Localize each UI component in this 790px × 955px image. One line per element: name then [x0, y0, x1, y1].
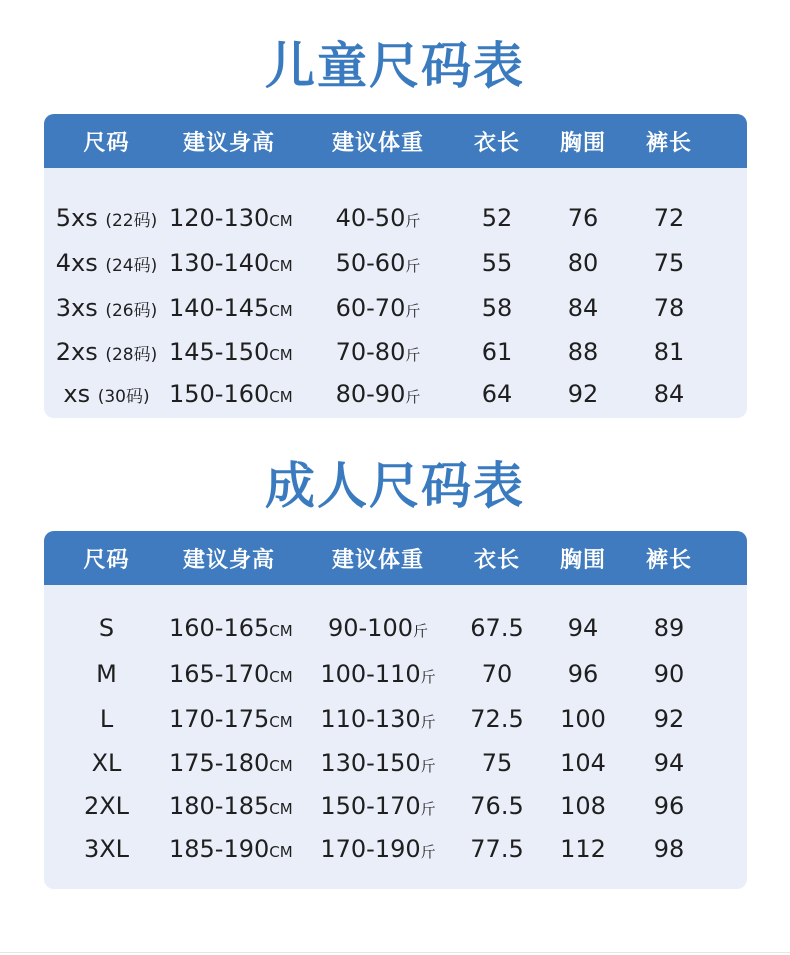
size-cell — [44, 835, 169, 863]
size-code: (24码) — [105, 255, 158, 276]
table-row — [44, 784, 747, 827]
height-range: 185-190 — [169, 834, 270, 863]
pants-cell: 96 — [653, 791, 685, 820]
size-label: 2XL — [83, 791, 130, 820]
weight-range: 40-50 — [335, 204, 406, 232]
header-length: 衣长 — [473, 130, 520, 156]
height-range: 175-180 — [169, 748, 270, 777]
height-unit: CM — [269, 256, 293, 275]
height-range: 120-130 — [169, 204, 270, 232]
length-cell: 67.5 — [470, 614, 524, 642]
adult-table-header — [44, 531, 747, 585]
weight-range: 150-170 — [320, 791, 421, 820]
height-cell — [169, 659, 293, 688]
table-row — [44, 605, 747, 651]
height-cell — [169, 704, 293, 733]
kids-table-header — [44, 114, 747, 168]
height-range: 180-185 — [169, 791, 270, 820]
height-cell — [169, 614, 293, 642]
chest-cell: 80 — [567, 248, 599, 277]
adult-size-table — [44, 531, 747, 889]
height-unit: CM — [269, 212, 293, 230]
adult-table-body — [44, 585, 747, 870]
header-weight: 建议体重 — [331, 547, 424, 573]
weight-cell — [289, 338, 467, 366]
size-label: 4xs — [55, 248, 98, 277]
length-cell: 52 — [481, 204, 513, 232]
weight-range: 100-110 — [320, 659, 421, 688]
header-height: 建议身高 — [182, 547, 275, 573]
weight-unit: 斤 — [420, 842, 436, 861]
pants-cell: 94 — [653, 748, 685, 777]
table-row — [44, 827, 747, 870]
pants-cell: 84 — [653, 379, 685, 408]
height-range: 140-145 — [169, 293, 270, 322]
height-unit: CM — [269, 842, 293, 861]
weight-unit: 斤 — [420, 667, 436, 686]
table-row — [44, 330, 747, 373]
size-cell — [44, 249, 169, 277]
size-code: (30码) — [97, 386, 150, 407]
pants-cell: 89 — [653, 614, 685, 642]
table-row — [44, 196, 747, 240]
table-row — [44, 696, 747, 741]
height-cell — [169, 204, 293, 232]
weight-range: 50-60 — [335, 248, 406, 277]
header-chest: 胸围 — [559, 130, 606, 156]
size-label: XL — [91, 748, 122, 777]
chest-cell: 100 — [560, 704, 606, 733]
size-cell — [44, 338, 169, 366]
size-label: 3xs — [55, 293, 98, 322]
height-range: 160-165 — [169, 614, 270, 642]
weight-cell — [289, 749, 467, 777]
kids-size-table — [44, 114, 747, 418]
header-chest: 胸围 — [559, 547, 606, 573]
size-cell — [44, 204, 169, 232]
header-weight: 建议体重 — [331, 130, 424, 156]
weight-range: 110-130 — [320, 704, 421, 733]
height-unit: CM — [269, 712, 293, 731]
weight-cell — [289, 614, 467, 642]
chest-cell: 108 — [560, 791, 606, 820]
size-label: 2xs — [55, 337, 98, 366]
weight-unit: 斤 — [413, 622, 429, 640]
header-length: 衣长 — [473, 547, 520, 573]
size-label: xs — [63, 379, 91, 408]
height-unit: CM — [269, 345, 293, 364]
chest-cell: 92 — [567, 379, 599, 408]
weight-range: 90-100 — [327, 614, 413, 642]
height-cell — [169, 337, 293, 366]
table-row — [44, 240, 747, 285]
height-cell — [169, 791, 293, 820]
chest-cell: 84 — [567, 293, 599, 322]
size-code: (28码) — [105, 344, 158, 365]
height-cell — [169, 834, 293, 863]
weight-cell — [289, 249, 467, 277]
weight-cell — [289, 204, 467, 232]
weight-cell — [289, 835, 467, 863]
chest-cell: 76 — [567, 204, 599, 232]
size-cell — [44, 792, 169, 820]
height-cell — [169, 379, 293, 408]
height-unit: CM — [269, 622, 293, 640]
weight-range: 70-80 — [335, 337, 406, 366]
length-cell: 72.5 — [470, 704, 524, 733]
size-cell — [44, 380, 169, 408]
weight-range: 60-70 — [335, 293, 406, 322]
height-cell — [169, 293, 293, 322]
height-unit: CM — [269, 799, 293, 818]
size-code: (22码) — [105, 211, 158, 231]
length-cell: 55 — [481, 248, 513, 277]
weight-unit: 斤 — [420, 756, 436, 775]
table-row — [44, 651, 747, 696]
size-label: S — [98, 614, 115, 642]
table-row — [44, 373, 747, 414]
pants-cell: 90 — [653, 659, 685, 688]
height-range: 145-150 — [169, 337, 270, 366]
length-cell: 77.5 — [470, 834, 524, 863]
height-range: 150-160 — [169, 379, 270, 408]
table-row — [44, 741, 747, 784]
weight-range: 130-150 — [320, 748, 421, 777]
weight-cell — [289, 792, 467, 820]
pants-cell: 75 — [653, 248, 685, 277]
length-cell: 70 — [481, 659, 513, 688]
length-cell: 61 — [481, 337, 513, 366]
height-range: 130-140 — [169, 248, 270, 277]
size-code: (26码) — [105, 300, 158, 321]
size-cell — [44, 749, 169, 777]
kids-size-chart-title: 儿童尺码表 — [265, 37, 525, 95]
header-height: 建议身高 — [182, 130, 275, 156]
weight-unit: 斤 — [405, 387, 421, 406]
size-label: 5xs — [55, 204, 98, 232]
size-cell — [44, 660, 169, 688]
weight-unit: 斤 — [405, 256, 421, 275]
header-pants: 裤长 — [645, 130, 692, 156]
kids-table-body — [44, 168, 747, 414]
weight-unit: 斤 — [405, 345, 421, 364]
weight-unit: 斤 — [420, 712, 436, 731]
weight-unit: 斤 — [420, 799, 436, 818]
length-cell: 75 — [481, 748, 513, 777]
size-cell — [44, 614, 169, 642]
table-row — [44, 285, 747, 330]
bottom-divider — [0, 952, 790, 953]
size-cell — [44, 294, 169, 322]
size-label: 3XL — [83, 834, 130, 863]
header-size: 尺码 — [83, 130, 130, 156]
weight-unit: 斤 — [405, 212, 421, 230]
weight-cell — [289, 294, 467, 322]
pants-cell: 72 — [653, 204, 685, 232]
length-cell: 64 — [481, 379, 513, 408]
height-range: 165-170 — [169, 659, 270, 688]
height-unit: CM — [269, 756, 293, 775]
length-cell: 58 — [481, 293, 513, 322]
pants-cell: 81 — [653, 337, 685, 366]
weight-cell — [289, 705, 467, 733]
weight-cell — [289, 660, 467, 688]
weight-range: 170-190 — [320, 834, 421, 863]
weight-unit: 斤 — [405, 301, 421, 320]
chest-cell: 88 — [567, 337, 599, 366]
height-cell — [169, 248, 293, 277]
header-size: 尺码 — [83, 547, 130, 573]
size-cell — [44, 705, 169, 733]
height-range: 170-175 — [169, 704, 270, 733]
height-cell — [169, 748, 293, 777]
chest-cell: 96 — [567, 659, 599, 688]
pants-cell: 98 — [653, 834, 685, 863]
weight-range: 80-90 — [335, 379, 406, 408]
size-label: L — [99, 704, 114, 733]
chest-cell: 112 — [560, 834, 606, 863]
chest-cell: 94 — [567, 614, 599, 642]
height-unit: CM — [269, 387, 293, 406]
size-label: M — [96, 659, 117, 688]
height-unit: CM — [269, 667, 293, 686]
pants-cell: 92 — [653, 704, 685, 733]
chest-cell: 104 — [560, 748, 606, 777]
pants-cell: 78 — [653, 293, 685, 322]
header-pants: 裤长 — [645, 547, 692, 573]
height-unit: CM — [269, 301, 293, 320]
adult-size-chart-title: 成人尺码表 — [265, 457, 525, 515]
length-cell: 76.5 — [470, 791, 524, 820]
weight-cell — [289, 380, 467, 408]
